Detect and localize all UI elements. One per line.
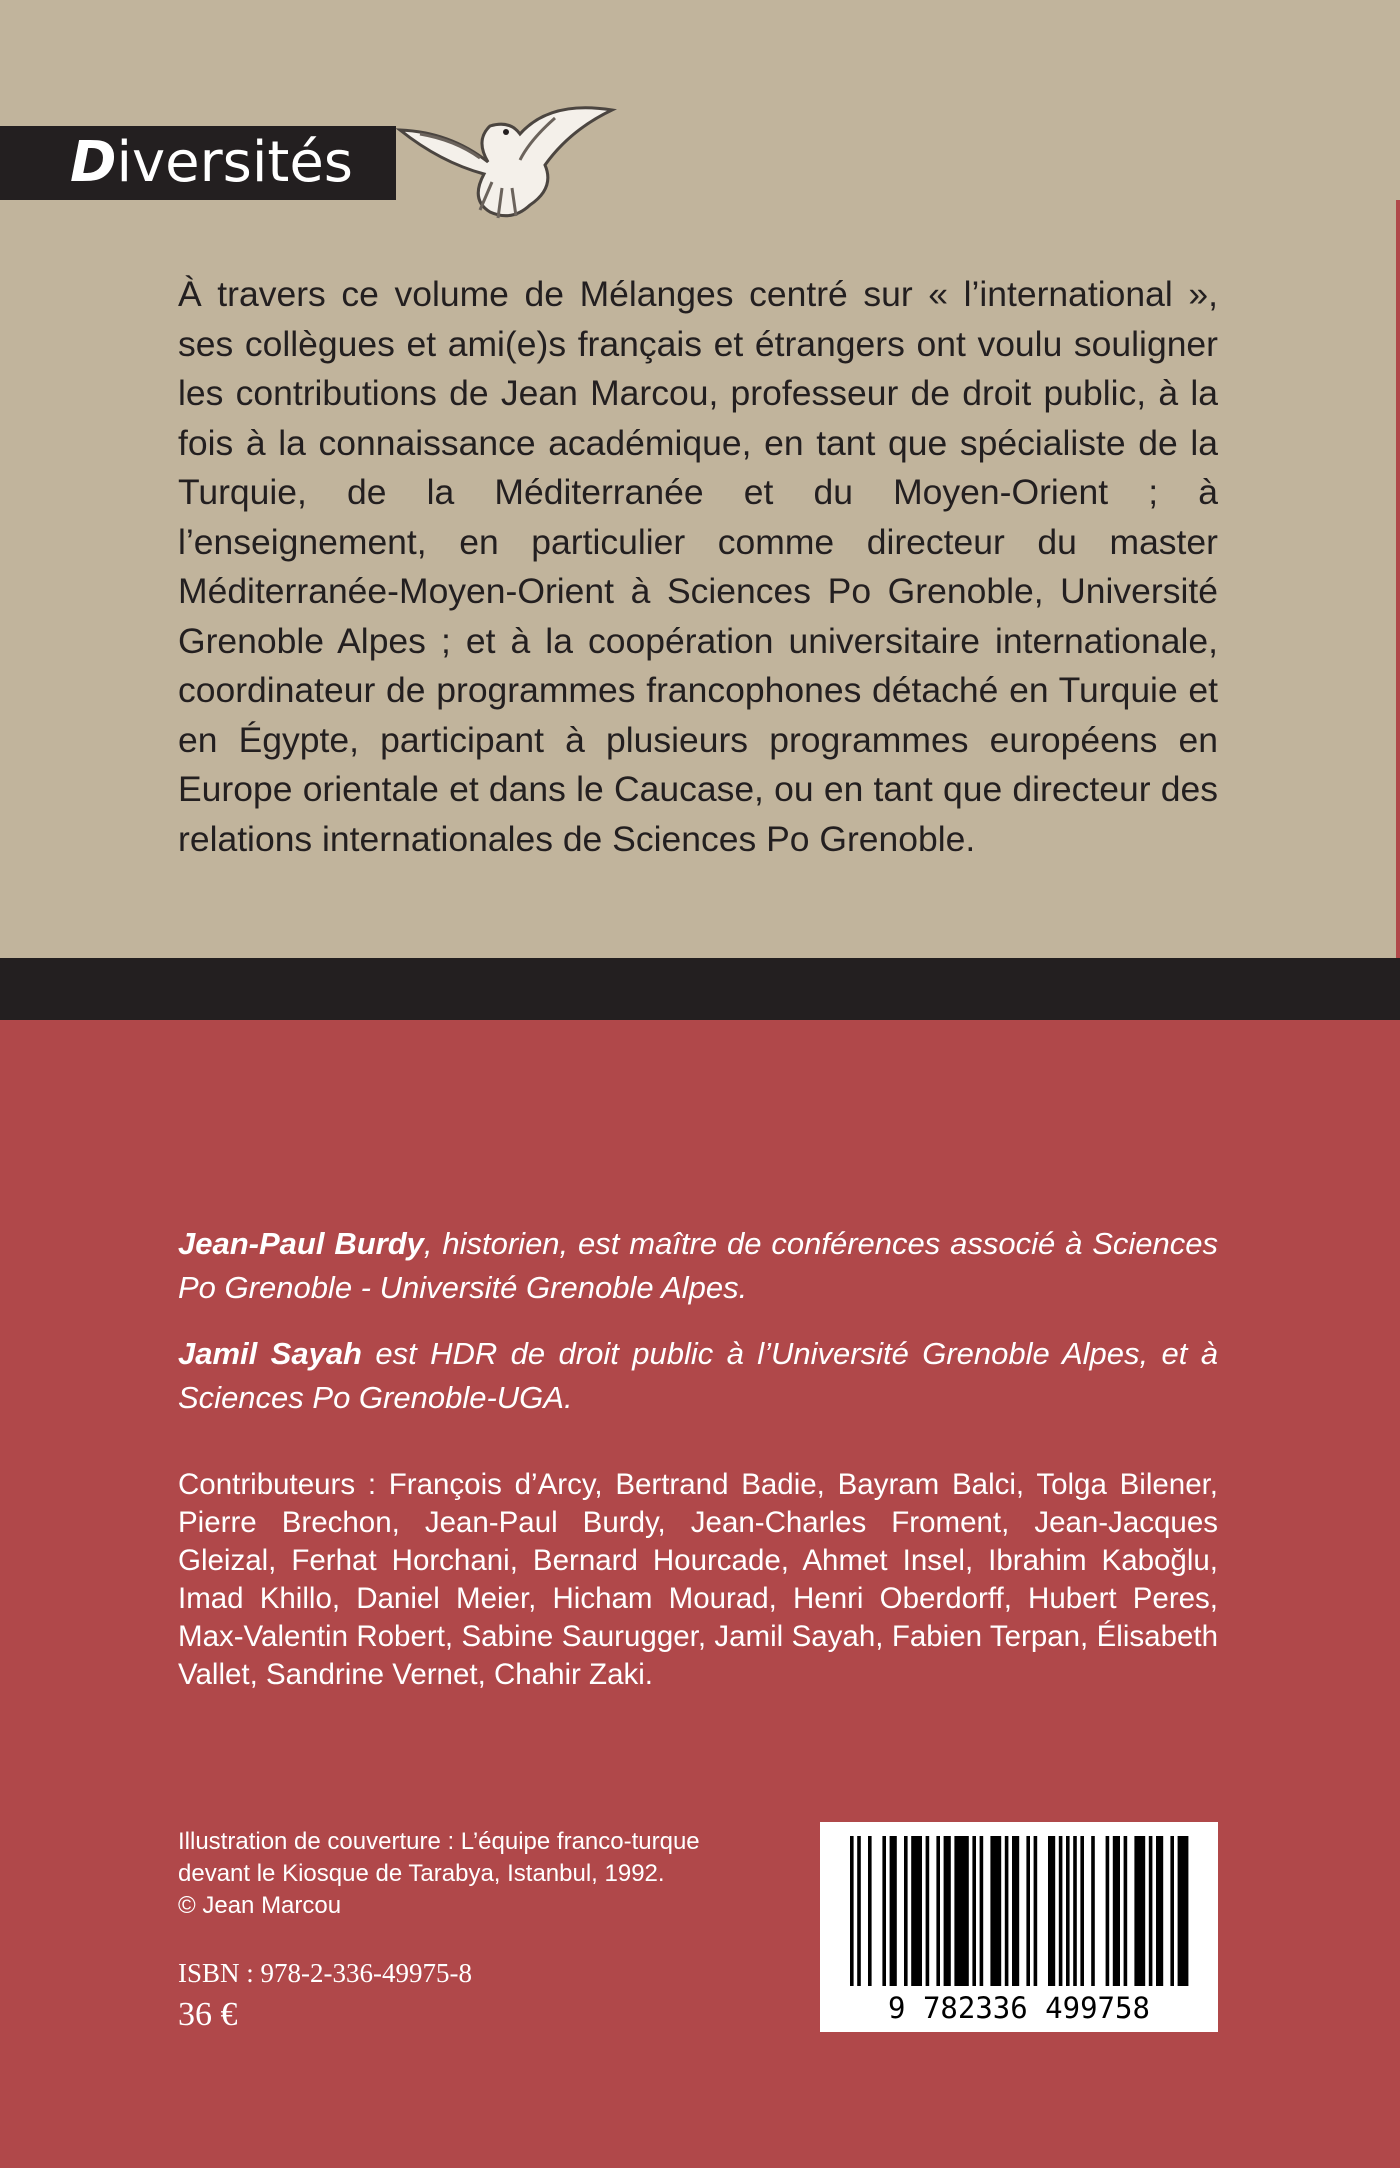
barcode-bar xyxy=(1156,1836,1163,1986)
series-rest: iversités xyxy=(116,130,353,195)
author-bio xyxy=(178,1332,1218,1420)
barcode-bar xyxy=(1134,1836,1145,1986)
summary-text: À travers ce volume de Mélanges centré sur « l’international », ses collègues et ami(e)s français et étrangers ont voulu souligner les contributions de Jean Marcou, professeur de droit public, à la fois à la connaissance académique, en tant que spécialiste de la Turquie, de la Méditerranée et du Moyen-Orient ; à l’enseignement, en particulier comme directeur du master Méditerranée-Moyen-Orient à Sciences Po Grenoble, Université Grenoble Alpes ; et à la coopération universitaire internationale, coordinateur de programmes francophones détaché en Turquie et en Égypte, participant à plusieurs programmes européens en Europe orientale et dans le Caucase, ou en tant que directeur des relations internationales de Sciences Po Grenoble. xyxy=(178,274,1218,859)
barcode-bar xyxy=(868,1836,872,1986)
barcode-bar xyxy=(890,1836,897,1986)
barcode xyxy=(820,1822,1218,2032)
barcode-bar xyxy=(857,1836,861,1986)
barcode-bar xyxy=(1034,1836,1038,1986)
barcode-bar xyxy=(954,1836,968,1986)
barcode-bar xyxy=(1005,1836,1009,1986)
barcode-bar xyxy=(1178,1836,1189,1986)
author-bios xyxy=(178,1222,1218,1442)
barcode-bar xyxy=(1149,1836,1153,1986)
barcode-bar xyxy=(1106,1836,1110,1986)
price: 36 € xyxy=(178,1996,238,2033)
cover-credit-line: © Jean Marcou xyxy=(178,1892,342,1919)
cover-credit-line: Illustration de couverture : L’équipe franco-turque xyxy=(178,1828,700,1855)
barcode-bar xyxy=(1059,1836,1063,1986)
barcode-bar xyxy=(944,1836,951,1986)
barcode-bar xyxy=(990,1836,1001,1986)
series-label xyxy=(0,126,396,200)
barcode-bar xyxy=(1012,1836,1019,1986)
barcode-bar xyxy=(936,1836,940,1986)
barcode-bar xyxy=(926,1836,930,1986)
black-band xyxy=(0,958,1400,1020)
barcode-bar xyxy=(1091,1836,1095,1986)
contributors-list: Contributeurs : François d’Arcy, Bertrand Badie, Bayram Balci, Tolga Bilener, Pierre Brechon, Jean-Paul Burdy, Jean-Charles Froment, Jean-Jacques Gleizal, Ferhat Horchani, Bernard Hourcade, Ahmet Insel, Ibrahim Kaboğlu, Imad Khillo, Daniel Meier, Hicham Mourad, Henri Oberdorff, Hubert Peres, Max-Valentin Robert, Sabine Saurugger, Jamil Sayah, Fabien Terpan, Élisabeth Vallet, Sandrine Vernet, Chahir Zaki. xyxy=(178,1468,1218,1691)
barcode-bar xyxy=(1113,1836,1120,1986)
barcode-number: 9 782336 499758 xyxy=(888,1991,1150,2025)
barcode-bar xyxy=(1080,1836,1084,1986)
author-description: , historien, est maître de conférences associé à Sciences Po Grenoble - Université Grenoble Alpes. xyxy=(178,1226,1218,1305)
barcode-bars xyxy=(850,1836,1188,1986)
series-initial: D xyxy=(70,130,117,195)
barcode-bar xyxy=(911,1836,922,1986)
cover-credit-line: devant le Kiosque de Tarabya, Istanbul, 1992. xyxy=(178,1860,665,1887)
author-name: Jean-Paul Burdy xyxy=(178,1226,424,1261)
barcode-bar xyxy=(1124,1836,1128,1986)
author-description: est HDR de droit public à l’Université Grenoble Alpes, et à Sciences Po Grenoble-UGA. xyxy=(178,1336,1218,1415)
author-bio xyxy=(178,1222,1218,1310)
barcode-bar xyxy=(1048,1836,1055,1986)
barcode-bar xyxy=(1170,1836,1174,1986)
dove-icon xyxy=(380,70,630,240)
cover-credit xyxy=(178,1826,738,1922)
barcode-bar xyxy=(972,1836,976,1986)
barcode-bar xyxy=(1026,1836,1030,1986)
red-edge xyxy=(1396,200,1400,958)
barcode-bar xyxy=(882,1836,886,1986)
author-name: Jamil Sayah xyxy=(178,1336,362,1371)
isbn: ISBN : 978-2-336-49975-8 xyxy=(178,1958,472,1988)
barcode-bar xyxy=(850,1836,854,1986)
barcode-graphic xyxy=(820,1822,1218,2032)
barcode-bar xyxy=(1073,1836,1077,1986)
barcode-bar xyxy=(1066,1836,1070,1986)
barcode-bar xyxy=(980,1836,984,1986)
barcode-bar xyxy=(904,1836,908,1986)
